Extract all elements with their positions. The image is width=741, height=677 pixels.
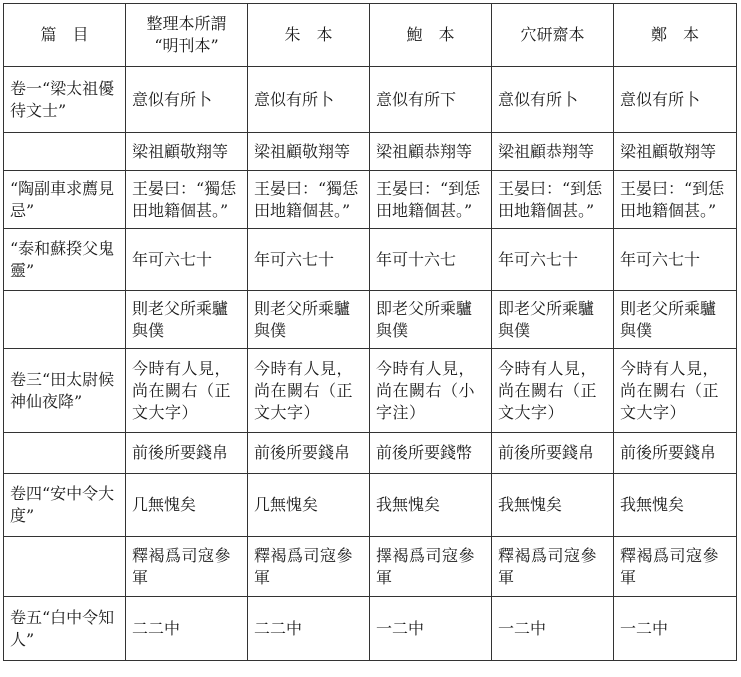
cell-text: 即老父所乘驢與僕 xyxy=(498,298,595,340)
cell-text: 擇褐爲司寇參軍 xyxy=(376,545,476,587)
table-cell xyxy=(248,433,370,474)
cell-text: 梁祖顧恭翔等 xyxy=(376,141,473,161)
table-cell xyxy=(492,291,614,349)
header-zhu-edition xyxy=(248,4,370,67)
table-body xyxy=(4,67,737,661)
table-cell-chapter xyxy=(4,597,126,661)
table-row xyxy=(4,133,737,171)
cell-text: 梁祖顧恭翔等 xyxy=(498,141,595,161)
table-cell xyxy=(126,133,248,171)
cell-text: 即老父所乘驢與僕 xyxy=(376,298,473,340)
table-row xyxy=(4,474,737,537)
table-cell xyxy=(126,291,248,349)
table-cell-chapter xyxy=(4,171,126,229)
table-row xyxy=(4,349,737,433)
cell-text: 則老父所乘驢與僕 xyxy=(620,298,717,340)
table-cell xyxy=(248,229,370,291)
cell-text: 前後所要錢帛 xyxy=(254,443,351,462)
table-cell xyxy=(492,171,614,229)
cell-text: 我無愧矣 xyxy=(498,495,563,514)
table-cell-chapter xyxy=(4,349,126,433)
table-cell-chapter xyxy=(4,474,126,537)
table-cell xyxy=(248,171,370,229)
cell-text: 王晏曰：“獨恁田地籍個甚。” xyxy=(254,178,359,220)
table-row xyxy=(4,229,737,291)
cell-text: 一二中 xyxy=(376,618,425,638)
table-cell xyxy=(614,597,737,661)
header-zheng-edition-label: 鄭 本 xyxy=(650,25,699,44)
table-cell-chapter xyxy=(4,433,126,474)
cell-text: 梁祖顧敬翔等 xyxy=(132,141,229,161)
table-cell xyxy=(492,597,614,661)
table-cell xyxy=(492,433,614,474)
cell-text: 前後所要錢帛 xyxy=(620,443,717,462)
table-cell xyxy=(370,474,492,537)
cell-text: 今時有人見，尚在闕右（小字注） xyxy=(376,358,476,422)
cell-text: 王晏曰：“到恁田地籍個甚。” xyxy=(620,178,725,220)
table-cell xyxy=(370,349,492,433)
cell-text: “泰和蘇揆父鬼靈” xyxy=(10,238,115,280)
cell-text: 我無愧矣 xyxy=(376,495,441,514)
cell-text: 意似有所卜 xyxy=(254,89,335,109)
cell-text: 年可六七十 xyxy=(132,249,213,269)
cell-text: 二二中 xyxy=(132,618,181,638)
header-zheng-edition xyxy=(614,4,737,67)
cell-text: 卷一“梁太祖優待文士” xyxy=(10,78,115,120)
table-cell xyxy=(614,474,737,537)
table-cell xyxy=(370,229,492,291)
collation-table xyxy=(3,3,737,661)
table-row xyxy=(4,597,737,661)
cell-text: 年可六七十 xyxy=(254,249,335,269)
table-cell xyxy=(126,171,248,229)
table-cell xyxy=(492,229,614,291)
table-cell xyxy=(370,171,492,229)
table-row xyxy=(4,171,737,229)
table-cell xyxy=(126,474,248,537)
cell-text: 釋褐爲司寇參軍 xyxy=(498,545,598,587)
table-cell xyxy=(614,537,737,597)
table-cell xyxy=(126,67,248,133)
cell-text: 前後所要錢幣 xyxy=(376,443,473,462)
table-cell xyxy=(248,474,370,537)
table-cell xyxy=(370,67,492,133)
cell-text: 意似有所下 xyxy=(376,89,457,109)
cell-text: 卷四“安中令大度” xyxy=(10,484,115,525)
cell-text: 梁祖顧敬翔等 xyxy=(620,141,717,161)
header-xueyanzhai-edition-label: 穴研齋本 xyxy=(520,25,585,44)
cell-text: 意似有所卜 xyxy=(132,89,213,109)
table-cell xyxy=(614,349,737,433)
table-cell xyxy=(614,433,737,474)
table-cell xyxy=(614,291,737,349)
table-cell-chapter xyxy=(4,537,126,597)
table-cell xyxy=(126,229,248,291)
table-cell xyxy=(370,133,492,171)
table-cell xyxy=(492,67,614,133)
cell-text: 今時有人見，尚在闕右（正文大字） xyxy=(498,358,598,422)
cell-text: 卷五“白中令知人” xyxy=(10,607,115,649)
table-cell xyxy=(126,433,248,474)
table-cell-chapter xyxy=(4,67,126,133)
table-row xyxy=(4,537,737,597)
table-cell xyxy=(492,537,614,597)
cell-text: “陶副車求薦見忌” xyxy=(10,178,115,220)
cell-text: 釋褐爲司寇參軍 xyxy=(620,545,720,587)
table-cell xyxy=(248,597,370,661)
cell-text: 意似有所卜 xyxy=(498,89,579,109)
table-row xyxy=(4,67,737,133)
cell-text: 王晏曰：“獨恁田地籍個甚。” xyxy=(132,178,237,220)
table-cell xyxy=(370,291,492,349)
table-cell-chapter xyxy=(4,291,126,349)
header-bao-edition xyxy=(370,4,492,67)
header-row xyxy=(4,4,737,67)
cell-text: 年可十六七 xyxy=(376,249,457,269)
table-row xyxy=(4,291,737,349)
cell-text: 前後所要錢帛 xyxy=(498,443,595,462)
cell-text: 意似有所卜 xyxy=(620,89,701,109)
cell-text: 今時有人見，尚在闕右（正文大字） xyxy=(254,358,354,422)
cell-text: 卷三“田太尉候神仙夜降” xyxy=(10,369,115,411)
cell-text: 一二中 xyxy=(620,618,669,638)
cell-text: 年可六七十 xyxy=(620,249,701,269)
header-bao-edition-label: 鮑 本 xyxy=(406,25,455,44)
table-cell xyxy=(248,537,370,597)
header-ming-edition-label: 整理本所謂 “明刊本” xyxy=(146,14,227,55)
cell-text: 二二中 xyxy=(254,618,303,638)
table-cell xyxy=(614,133,737,171)
cell-text: 釋褐爲司寇參軍 xyxy=(132,545,232,587)
table-row xyxy=(4,433,737,474)
table-cell-chapter xyxy=(4,133,126,171)
cell-text: 則老父所乘驢與僕 xyxy=(132,298,229,340)
cell-text: 前後所要錢帛 xyxy=(132,443,229,462)
cell-text: 王晏曰：“到恁田地籍個甚。” xyxy=(376,178,481,220)
cell-text: 則老父所乘驢與僕 xyxy=(254,298,351,340)
header-ming-edition xyxy=(126,4,248,67)
table-header xyxy=(4,4,737,67)
table-cell xyxy=(248,349,370,433)
header-chapter-label: 篇 目 xyxy=(40,25,89,44)
cell-text: 一二中 xyxy=(498,618,547,638)
header-zhu-edition-label: 朱 本 xyxy=(284,25,333,44)
table-cell xyxy=(248,291,370,349)
cell-text: 今時有人見，尚在闕右（正文大字） xyxy=(132,358,232,422)
header-chapter xyxy=(4,4,126,67)
table-cell xyxy=(492,474,614,537)
cell-text: 王晏曰：“到恁田地籍個甚。” xyxy=(498,178,603,220)
table-cell xyxy=(370,537,492,597)
table-cell xyxy=(614,229,737,291)
cell-text: 我無愧矣 xyxy=(620,495,685,514)
cell-text: 年可六七十 xyxy=(498,249,579,269)
table-cell xyxy=(248,67,370,133)
table-cell xyxy=(126,597,248,661)
table-cell xyxy=(126,537,248,597)
table-cell xyxy=(492,349,614,433)
table-cell xyxy=(370,433,492,474)
cell-text: 几無愧矣 xyxy=(132,495,197,514)
cell-text: 今時有人見，尚在闕右（正文大字） xyxy=(620,358,720,422)
table-cell xyxy=(614,171,737,229)
table-cell xyxy=(126,349,248,433)
cell-text: 梁祖顧敬翔等 xyxy=(254,141,351,161)
header-xueyanzhai-edition xyxy=(492,4,614,67)
table-cell xyxy=(248,133,370,171)
cell-text: 釋褐爲司寇參軍 xyxy=(254,545,354,587)
table-cell-chapter xyxy=(4,229,126,291)
table-cell xyxy=(370,597,492,661)
table-cell xyxy=(492,133,614,171)
cell-text: 几無愧矣 xyxy=(254,495,319,514)
table-cell xyxy=(614,67,737,133)
